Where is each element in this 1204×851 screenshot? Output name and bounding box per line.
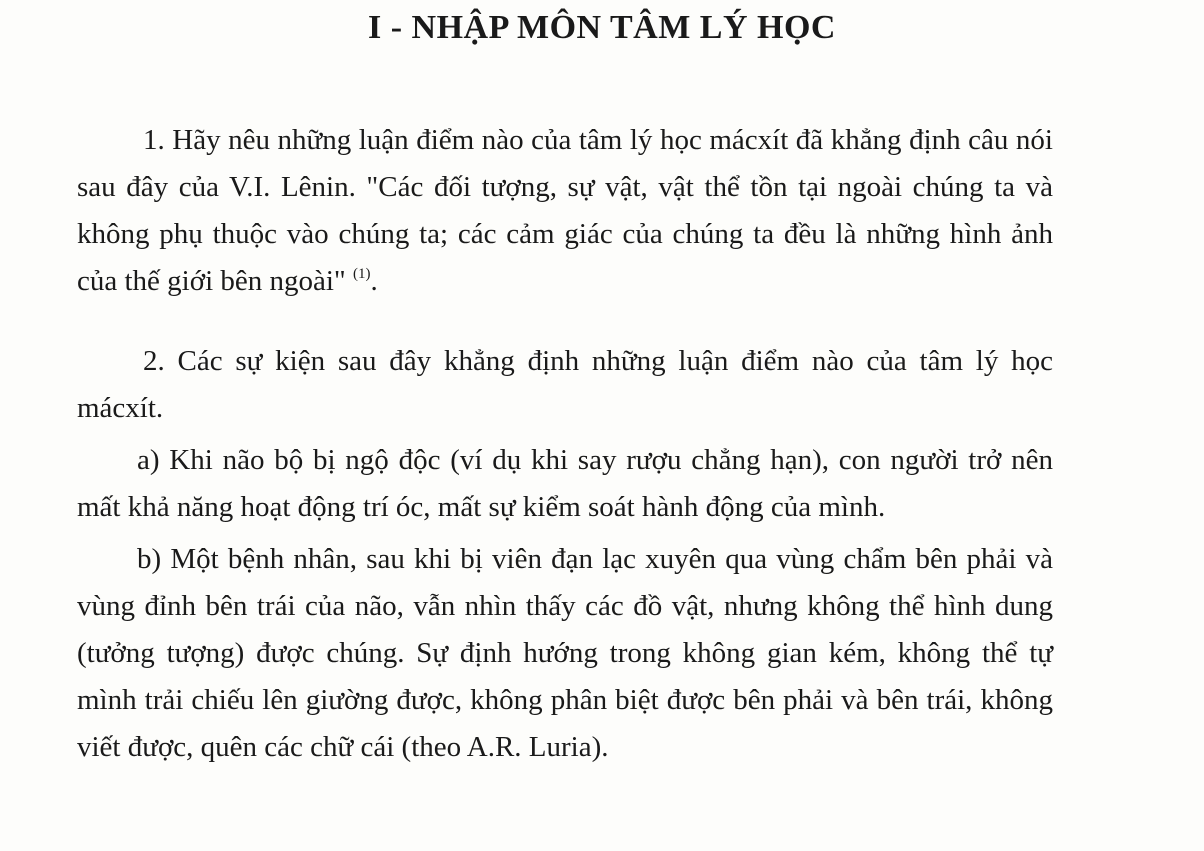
question-1-paragraph [77, 117, 1053, 305]
footnote-reference: (1) [353, 266, 371, 282]
question-2a-paragraph: a) Khi não bộ bị ngộ độc (ví dụ khi say rượu chẳng hạn), con người trở nên mất khả năng hoạt động trí óc, mất sự kiểm soát hành động của mình. [77, 444, 1053, 523]
question-2-paragraph: 2. Các sự kiện sau đây khẳng định những luận điểm nào của tâm lý học mácxít. [77, 345, 1053, 424]
question-1-tail: . [370, 265, 378, 297]
question-1-text: 1. Hãy nêu những luận điểm nào của tâm lý học mácxít đã khẳng định câu nói sau đây của V.I. Lênin. "Các đối tượng, sự vật, vật thể tồn tại ngoài chúng ta và không phụ thuộc vào chúng ta; các cảm giác của chúng ta đều là những hình ảnh của thế giới bên ngoài" [77, 124, 1053, 297]
page-title: I - NHẬP MÔN TÂM LÝ HỌC [368, 9, 836, 46]
document-body [77, 117, 1053, 771]
question-2b-paragraph: b) Một bệnh nhân, sau khi bị viên đạn lạc xuyên qua vùng chẩm bên phải và vùng đỉnh bên trái của não, vẫn nhìn thấy các đồ vật, nhưng không thể hình dung (tưởng tượng) được chúng. Sự định hướng trong không gian kém, không thể tự mình trải chiếu lên giường được, không phân biệt được bên phải và bên trái, không viết được, quên các chữ cái (theo A.R. Luria). [77, 543, 1053, 763]
